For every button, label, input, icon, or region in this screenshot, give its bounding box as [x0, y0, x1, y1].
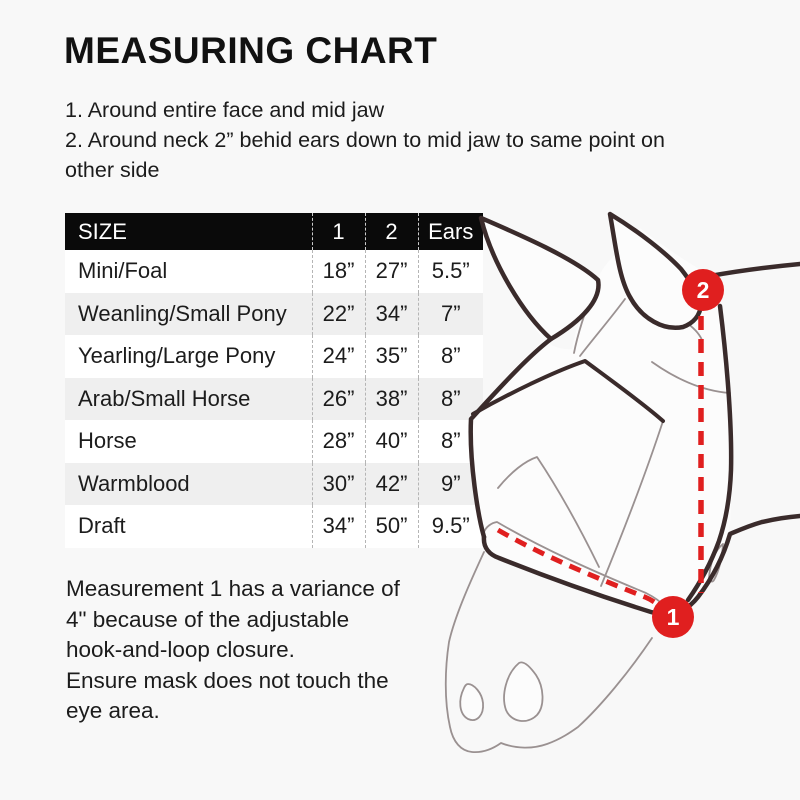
instruction-2-cont: other side — [65, 158, 160, 182]
measure-point-2-label: 2 — [696, 277, 710, 303]
table-row: Arab/Small Horse 26” 38” 8” — [65, 378, 483, 421]
table-row: Weanling/Small Pony 22” 34” 7” — [65, 293, 483, 336]
variance-note: Measurement 1 has a variance of 4" because of the adjustable hook-and-loop closure. Ensure mask does not touch the eye area. — [66, 576, 400, 723]
instruction-1: 1. Around entire face and mid jaw — [65, 98, 385, 122]
horse-head-drawing — [420, 185, 800, 800]
header-measure-2: 2 — [365, 213, 418, 250]
table-row: Draft 34” 50” 9.5” — [65, 505, 483, 548]
measure-point-1-label: 1 — [666, 604, 680, 630]
header-ears: Ears — [418, 213, 483, 250]
header-measure-1: 1 — [312, 213, 365, 250]
nostril-left — [460, 684, 483, 720]
nostril-right — [504, 662, 542, 721]
table-row: Horse 28” 40” 8” — [65, 420, 483, 463]
instruction-2: 2. Around neck 2” behid ears down to mid jaw to same point on — [65, 128, 665, 152]
header-size: SIZE — [65, 213, 312, 250]
table-row: Mini/Foal 18” 27” 5.5” — [65, 250, 483, 293]
crown-neck-line — [710, 264, 800, 276]
measuring-instructions — [65, 95, 755, 185]
table-row: Warmblood 30” 42” 9” — [65, 463, 483, 506]
table-row: Yearling/Large Pony 24” 35” 8” — [65, 335, 483, 378]
page-title: MEASURING CHART — [64, 30, 438, 71]
